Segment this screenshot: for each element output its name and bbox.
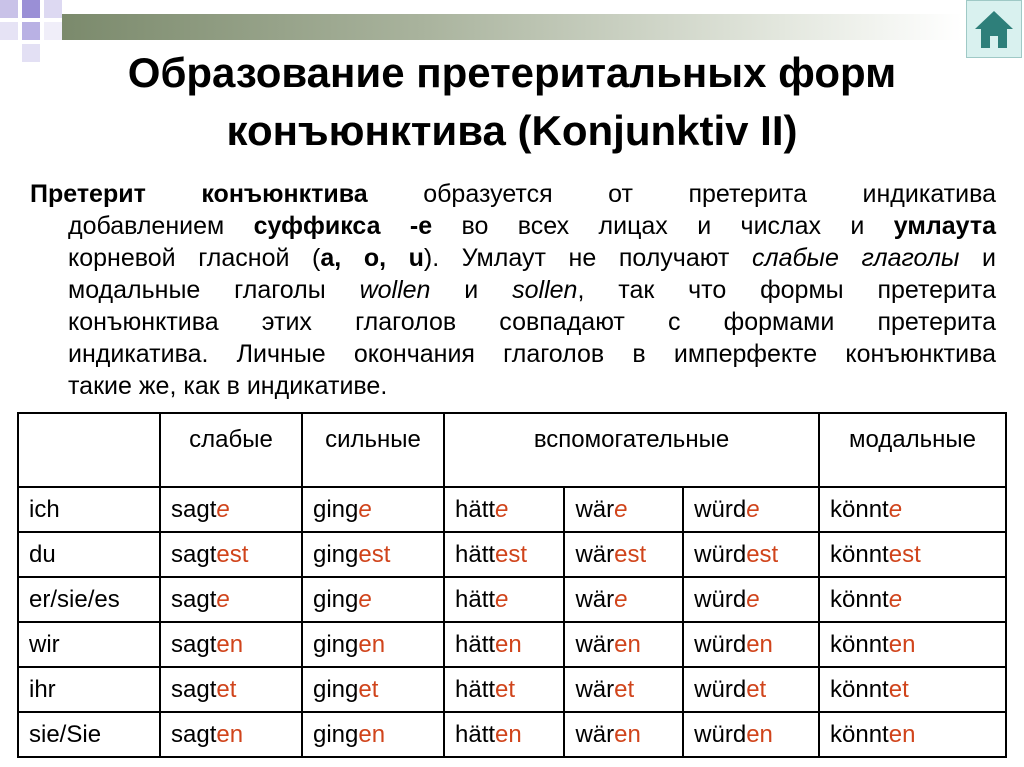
verb-form-cell	[564, 712, 683, 757]
verb-form-cell	[683, 622, 819, 667]
term-bold: a, o, u	[320, 244, 424, 272]
term-italic: sollen	[512, 276, 578, 304]
verb-form-cell	[444, 487, 564, 532]
page-title	[0, 44, 1024, 160]
person-cell: wir	[18, 622, 160, 667]
verb-stem: wär	[575, 540, 615, 568]
verb-form-cell	[302, 487, 444, 532]
verb-form-cell	[160, 712, 302, 757]
verb-ending: est	[614, 540, 647, 568]
verb-ending: et	[358, 675, 379, 703]
verb-stem: wär	[575, 495, 615, 523]
term-bold: суффикса -е	[253, 212, 433, 240]
verb-ending: en	[495, 630, 522, 658]
paragraph-line: индикатива. Личные окончания глаголов в имперфекте конъюнктива	[68, 340, 996, 368]
verb-stem: ging	[313, 630, 359, 658]
person-cell: er/sie/es	[18, 577, 160, 622]
verb-form-cell	[160, 532, 302, 577]
text: , так что формы претерита	[577, 276, 997, 304]
verb-form-cell	[819, 487, 1006, 532]
verb-form-cell	[302, 577, 444, 622]
verb-ending: et	[495, 675, 516, 703]
verb-form-cell	[444, 667, 564, 712]
verb-form-cell	[302, 532, 444, 577]
verb-stem: sagt	[171, 585, 217, 613]
verb-stem: würd	[694, 585, 747, 613]
person-cell: du	[18, 532, 160, 577]
verb-stem: könnt	[830, 720, 889, 748]
header-strong: сильные	[302, 413, 444, 487]
header-modal: модальные	[819, 413, 1006, 487]
verb-ending: en	[746, 630, 773, 658]
verb-form-cell	[564, 577, 683, 622]
verb-ending: en	[614, 630, 641, 658]
paragraph-line: конъюнктива этих глаголов совпадают с формами претерита	[68, 308, 996, 336]
verb-stem: hätt	[455, 540, 496, 568]
verb-form-cell	[564, 487, 683, 532]
paragraph-line	[30, 178, 996, 210]
verb-form-cell	[160, 622, 302, 667]
paragraph-line	[30, 242, 996, 274]
term-italic: слабые глаголы	[751, 244, 960, 272]
verb-stem: hätt	[455, 675, 496, 703]
verb-stem: wär	[575, 675, 615, 703]
verb-form-cell	[302, 712, 444, 757]
text: ). Умлаут не получают	[423, 244, 752, 272]
verb-form-cell	[160, 577, 302, 622]
table-row	[18, 622, 1006, 667]
verb-form-cell	[444, 712, 564, 757]
verb-stem: würd	[694, 720, 747, 748]
title-line-1: Образование претеритальных форм	[127, 49, 897, 96]
header-empty	[18, 413, 160, 487]
term-bold: Претерит конъюнктива	[30, 180, 368, 208]
verb-stem: hätt	[455, 630, 496, 658]
verb-ending: e	[614, 495, 628, 523]
verb-ending: e	[216, 495, 230, 523]
verb-form-cell	[564, 532, 683, 577]
paragraph-line	[30, 210, 996, 242]
verb-ending: e	[888, 585, 903, 613]
text: во всех лицах и числах и	[432, 212, 894, 240]
person-cell: ihr	[18, 667, 160, 712]
person-cell: sie/Sie	[18, 712, 160, 757]
verb-form-cell	[160, 487, 302, 532]
verb-ending: et	[888, 675, 909, 703]
verb-stem: würd	[694, 495, 747, 523]
verb-form-cell	[819, 667, 1006, 712]
verb-form-cell	[444, 622, 564, 667]
verb-ending: e	[495, 495, 509, 523]
header-weak: слабые	[160, 413, 302, 487]
table-header-row	[18, 413, 1006, 487]
table-row	[18, 577, 1006, 622]
verb-form-cell	[819, 622, 1006, 667]
verb-stem: sagt	[171, 675, 217, 703]
conjugation-table	[17, 412, 1007, 758]
title-bar-decoration	[62, 14, 962, 40]
text: и	[959, 244, 996, 272]
verb-stem: würd	[694, 675, 747, 703]
verb-ending: e	[495, 585, 509, 613]
term-italic: wollen	[359, 276, 431, 304]
verb-stem: ging	[313, 720, 359, 748]
verb-ending: e	[358, 585, 372, 613]
text: добавлением	[68, 212, 254, 240]
text: образуется от претерита индикатива	[367, 180, 996, 208]
verb-ending: et	[614, 675, 635, 703]
verb-ending: en	[216, 720, 244, 748]
verb-ending: e	[358, 495, 372, 523]
verb-stem: könnt	[830, 540, 889, 568]
header-auxiliary: вспомогательные	[444, 413, 819, 487]
verb-ending: en	[495, 720, 522, 748]
verb-stem: könnt	[830, 675, 889, 703]
verb-form-cell	[683, 487, 819, 532]
verb-ending: e	[888, 495, 903, 523]
text: и	[430, 276, 513, 304]
table-row	[18, 532, 1006, 577]
table-row	[18, 667, 1006, 712]
verb-ending: e	[614, 585, 628, 613]
verb-form-cell	[819, 577, 1006, 622]
person-cell: ich	[18, 487, 160, 532]
verb-stem: hätt	[455, 585, 496, 613]
verb-stem: könnt	[830, 495, 889, 523]
verb-form-cell	[564, 667, 683, 712]
title-line-2: конъюнктива (Konjunktiv II)	[226, 107, 798, 154]
text: корневой гласной (	[68, 244, 321, 272]
verb-stem: würd	[694, 540, 747, 568]
verb-ending: e	[216, 585, 230, 613]
verb-ending: est	[495, 540, 528, 568]
verb-ending: et	[746, 675, 767, 703]
paragraph-line: такие же, как в индикативе.	[68, 372, 388, 400]
term-bold: умлаута	[893, 212, 996, 240]
verb-ending: en	[358, 720, 386, 748]
verb-ending: e	[746, 495, 760, 523]
verb-form-cell	[302, 622, 444, 667]
explanation-paragraph	[30, 178, 996, 402]
verb-stem: sagt	[171, 630, 217, 658]
verb-ending: en	[746, 720, 773, 748]
verb-stem: wär	[575, 720, 615, 748]
verb-stem: ging	[313, 585, 359, 613]
verb-stem: hätt	[455, 495, 496, 523]
verb-stem: sagt	[171, 720, 217, 748]
verb-form-cell	[683, 712, 819, 757]
verb-stem: ging	[313, 675, 359, 703]
verb-form-cell	[302, 667, 444, 712]
verb-stem: hätt	[455, 720, 496, 748]
table-row	[18, 712, 1006, 757]
verb-form-cell	[444, 532, 564, 577]
verb-form-cell	[160, 667, 302, 712]
verb-stem: könnt	[830, 585, 889, 613]
verb-stem: ging	[313, 495, 359, 523]
verb-stem: sagt	[171, 495, 217, 523]
verb-form-cell	[683, 532, 819, 577]
verb-ending: en	[888, 720, 916, 748]
verb-ending: est	[746, 540, 779, 568]
verb-form-cell	[819, 532, 1006, 577]
verb-form-cell	[444, 577, 564, 622]
verb-ending: est	[216, 540, 249, 568]
paragraph-line	[30, 274, 996, 306]
verb-stem: könnt	[830, 630, 889, 658]
verb-ending: en	[358, 630, 386, 658]
verb-stem: würd	[694, 630, 747, 658]
verb-stem: wär	[575, 585, 615, 613]
table-row	[18, 487, 1006, 532]
verb-stem: wär	[575, 630, 615, 658]
verb-stem: ging	[313, 540, 359, 568]
verb-form-cell	[683, 667, 819, 712]
verb-ending: en	[614, 720, 641, 748]
verb-ending: est	[888, 540, 921, 568]
verb-ending: est	[358, 540, 391, 568]
verb-form-cell	[819, 712, 1006, 757]
verb-ending: e	[746, 585, 760, 613]
text: модальные глаголы	[68, 276, 360, 304]
verb-ending: en	[216, 630, 244, 658]
verb-stem: sagt	[171, 540, 217, 568]
verb-ending: et	[216, 675, 237, 703]
verb-form-cell	[564, 622, 683, 667]
verb-form-cell	[683, 577, 819, 622]
verb-ending: en	[888, 630, 916, 658]
